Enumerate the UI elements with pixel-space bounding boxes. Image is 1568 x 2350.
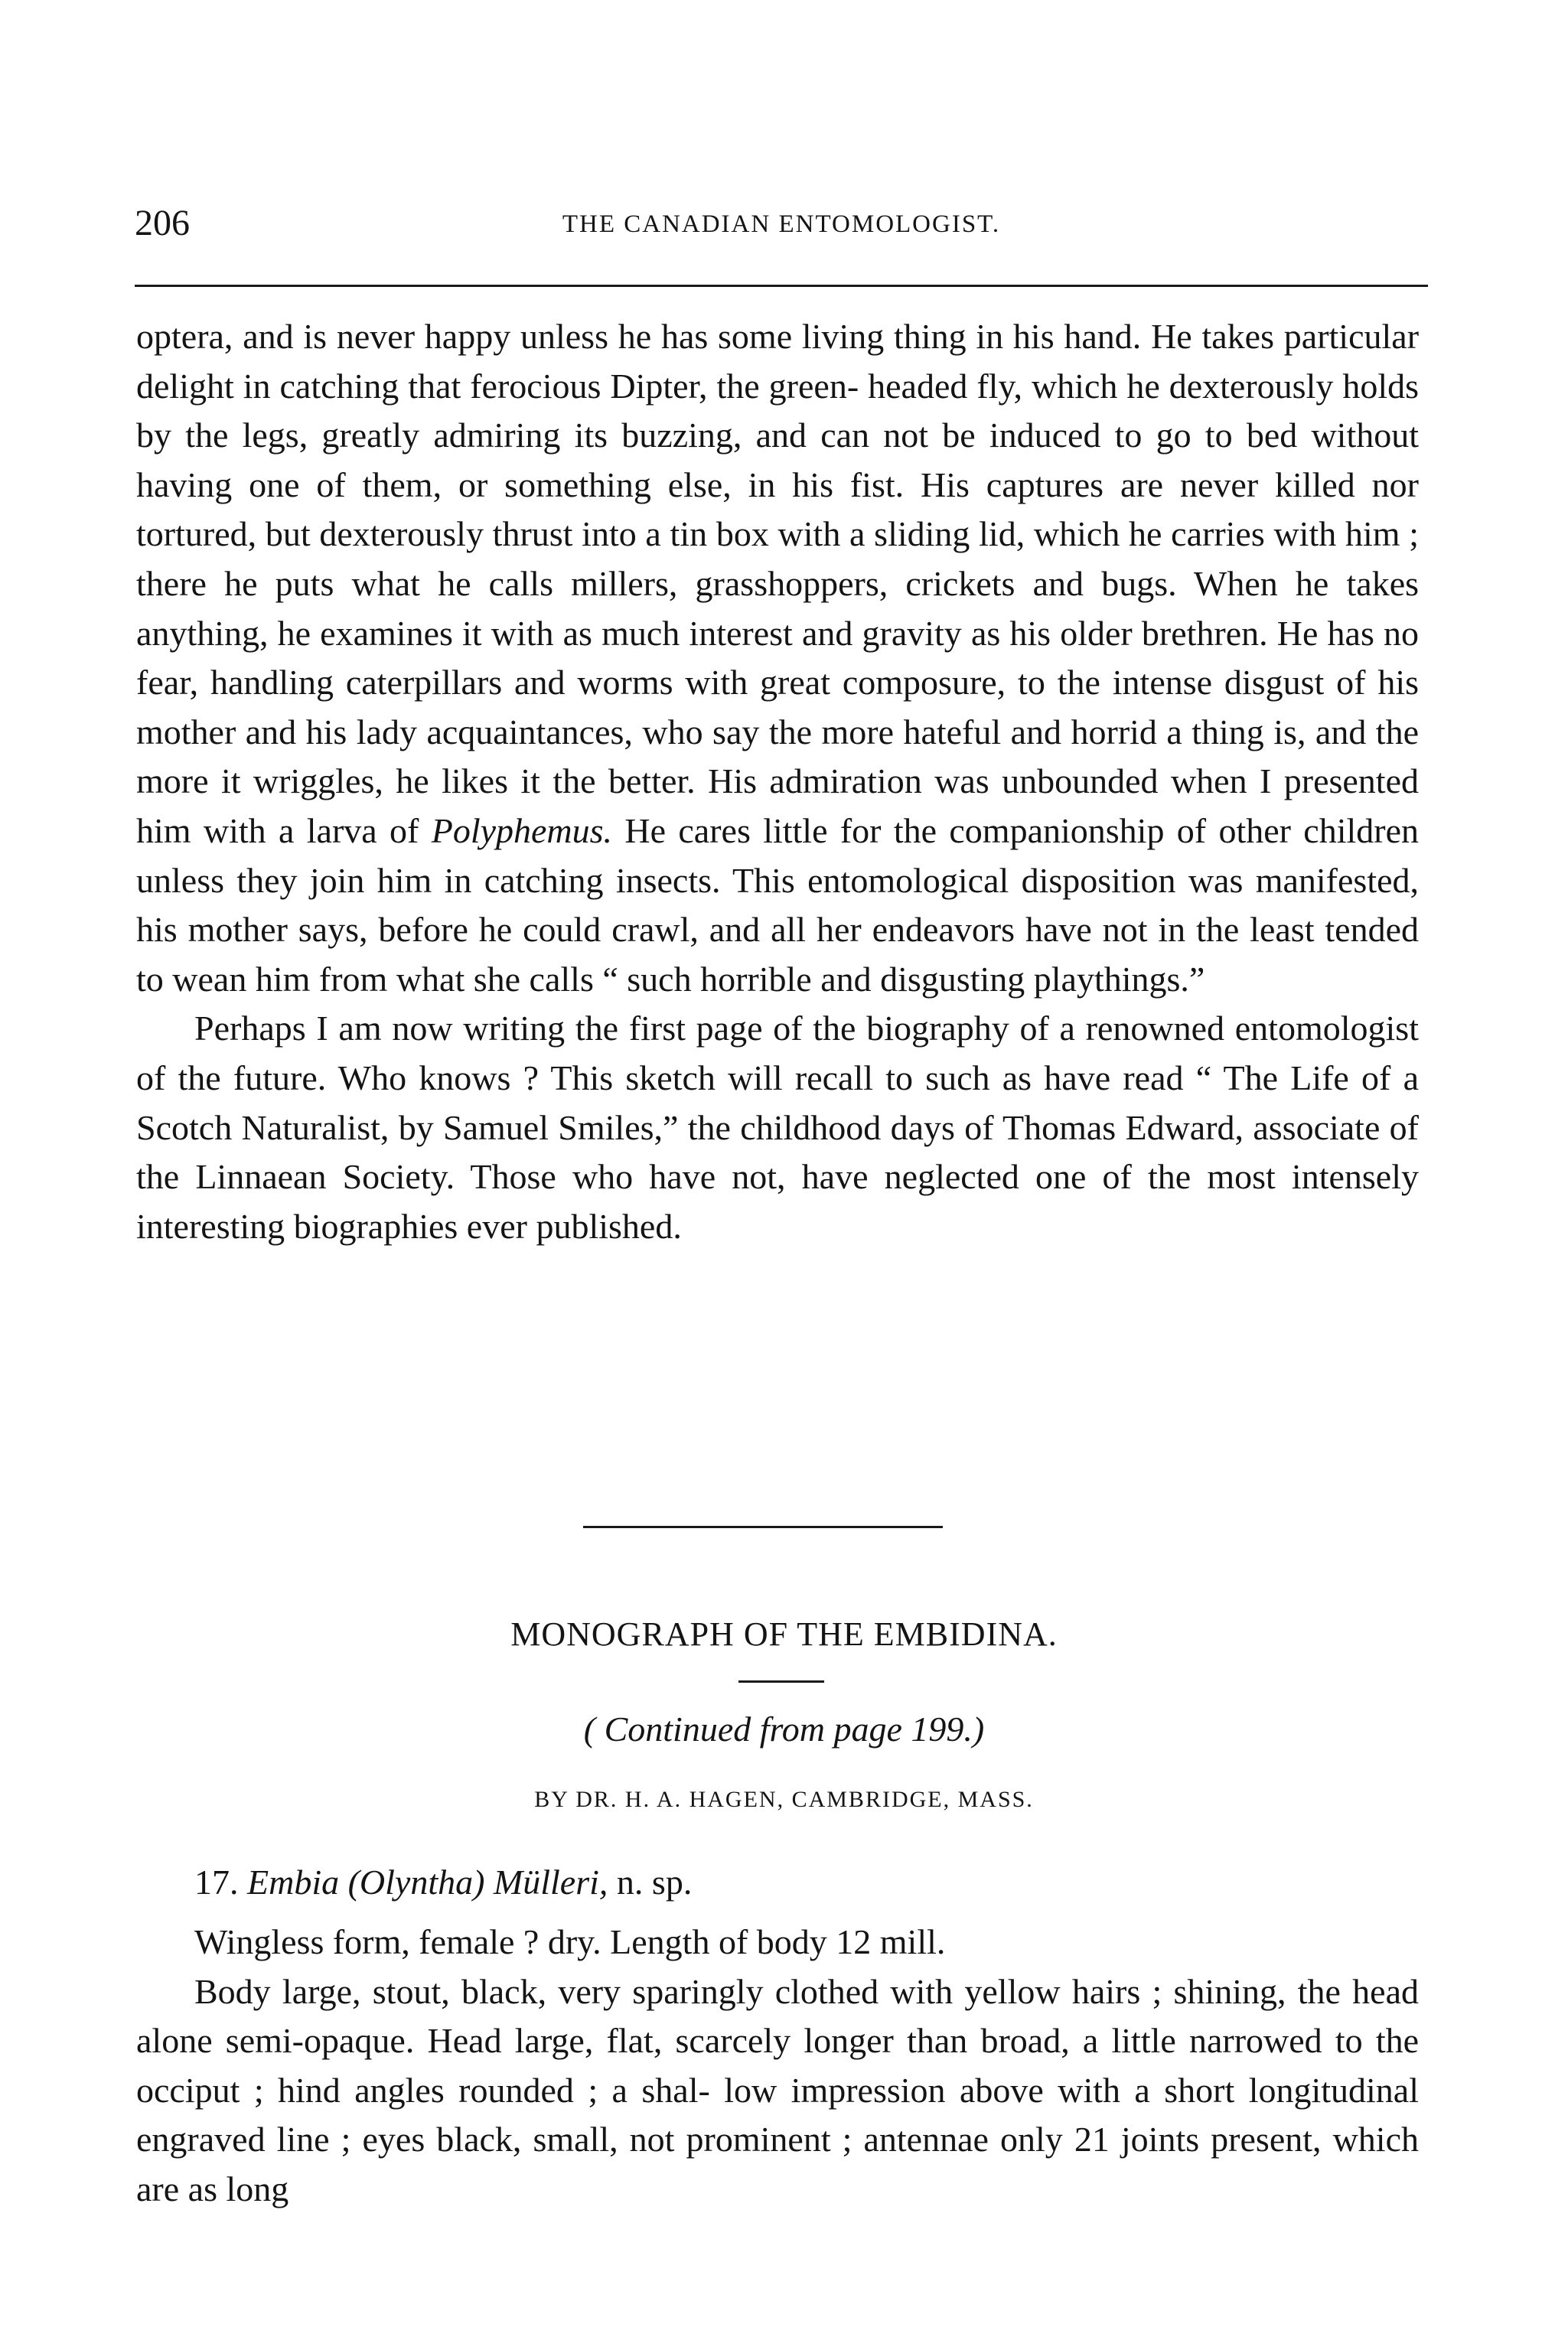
title-rule bbox=[738, 1680, 824, 1683]
continued-note: ( Continued from page 199.) bbox=[583, 1710, 985, 1749]
text-line: when I presented him with a larva of bbox=[136, 761, 1420, 850]
author-byline: BY DR. H. A. HAGEN, CAMBRIDGE, MASS. bbox=[534, 1787, 1034, 1812]
text-line: him from what she calls “ such horrible and disgusting playthings.” bbox=[255, 959, 1205, 999]
text-line: He takes particular delight in catching that ferocious Dipter, the green- bbox=[136, 317, 1420, 406]
text-line: Perhaps I am now writing the first page of the biography of a renowned bbox=[194, 1009, 1225, 1048]
text-line: He cares little for the bbox=[612, 810, 937, 850]
text-line: shining, the head alone semi-opaque. Head large, flat, scarcely longer bbox=[136, 1971, 1419, 2061]
text-line: low impression above with a short longitudinal engraved line ; eyes black, bbox=[136, 2070, 1420, 2159]
text-line: This entomological disposition was manifested, his mother says, before he bbox=[136, 860, 1420, 950]
previous-article-text bbox=[136, 312, 1419, 1251]
text-line: childhood days of Thomas Edward, associate of the Linnaean Society. bbox=[136, 1107, 1420, 1197]
section-divider bbox=[583, 1526, 943, 1528]
text-line: or something else, in his fist. His captures are never killed nor tortured, bbox=[136, 464, 1419, 554]
text-line: Those who have not, have neglected one of the most intensely interesting bbox=[136, 1157, 1420, 1246]
species-number: 17. bbox=[194, 1863, 239, 1902]
description-paragraph bbox=[136, 1967, 1419, 2215]
page-header bbox=[135, 200, 1428, 254]
text-line: companionship of other children unless they join him in catching insects. bbox=[136, 810, 1420, 900]
text-line: buzzing, and can not be induced to go to bed without having one of them, bbox=[136, 416, 1420, 504]
text-line: but dexterously thrust into a tin box with a sliding lid, which he carries bbox=[265, 514, 1265, 554]
species-name: Embia (Olyntha) Mülleri, bbox=[247, 1863, 608, 1902]
text-line: as have read “ The Life of a Scotch Naturalist, by Samuel Smiles,” the bbox=[136, 1058, 1419, 1147]
text-line: optera, and is never happy unless he has some living thing in his hand. bbox=[136, 317, 1142, 356]
italic-species-name: Polyphemus. bbox=[431, 810, 613, 850]
article-title: MONOGRAPH OF THE EMBIDINA. bbox=[510, 1615, 1058, 1653]
text-line: could crawl, and all her endeavors have not in the least tended to wean bbox=[136, 910, 1419, 999]
text-line: biographies ever published. bbox=[293, 1206, 682, 1246]
text-line: gravity as his older brethren. He has no fear, handling caterpillars and bbox=[136, 613, 1419, 702]
text-line: entomologist of the future. Who knows ? This sketch will recall to such bbox=[136, 1009, 1419, 1097]
paragraph-biography bbox=[136, 1004, 1419, 1251]
page-number: 206 bbox=[135, 203, 190, 243]
paragraph-continued bbox=[136, 312, 1419, 1004]
species-suffix: n. sp. bbox=[608, 1863, 693, 1902]
text-line: Body large, stout, black, very sparingly clothed with yellow hairs ; bbox=[194, 1971, 1162, 2011]
text-line: headed fly, which he dexterously holds by the legs, greatly admiring its bbox=[136, 366, 1420, 455]
text-line: worms with great composure, to the intense disgust of his mother and his bbox=[136, 663, 1420, 751]
description-line: Wingless form, female ? dry. Length of body 12 mill. bbox=[194, 1922, 946, 1961]
text-line: with him ; there he puts what he calls millers, grasshoppers, crickets and bbox=[136, 514, 1420, 603]
text-line: the more it wriggles, he likes it the better. His admiration was unbounded bbox=[136, 712, 1419, 801]
running-title: THE CANADIAN ENTOMOLOGIST. bbox=[562, 210, 1001, 238]
header-rule bbox=[135, 285, 1428, 287]
text-line: than broad, a little narrowed to the occiput ; hind angles rounded ; a shal- bbox=[136, 2021, 1420, 2110]
text-line: lady acquaintances, who say the more hateful and horrid a thing is, and bbox=[356, 712, 1367, 751]
text-line: bugs. When he takes anything, he examines it with as much interest and bbox=[136, 563, 1420, 653]
species-description bbox=[136, 1918, 1419, 2215]
text-line: small, not prominent ; antennae only 21 joints present, which are as long bbox=[136, 2120, 1419, 2208]
species-heading bbox=[194, 1859, 692, 1905]
